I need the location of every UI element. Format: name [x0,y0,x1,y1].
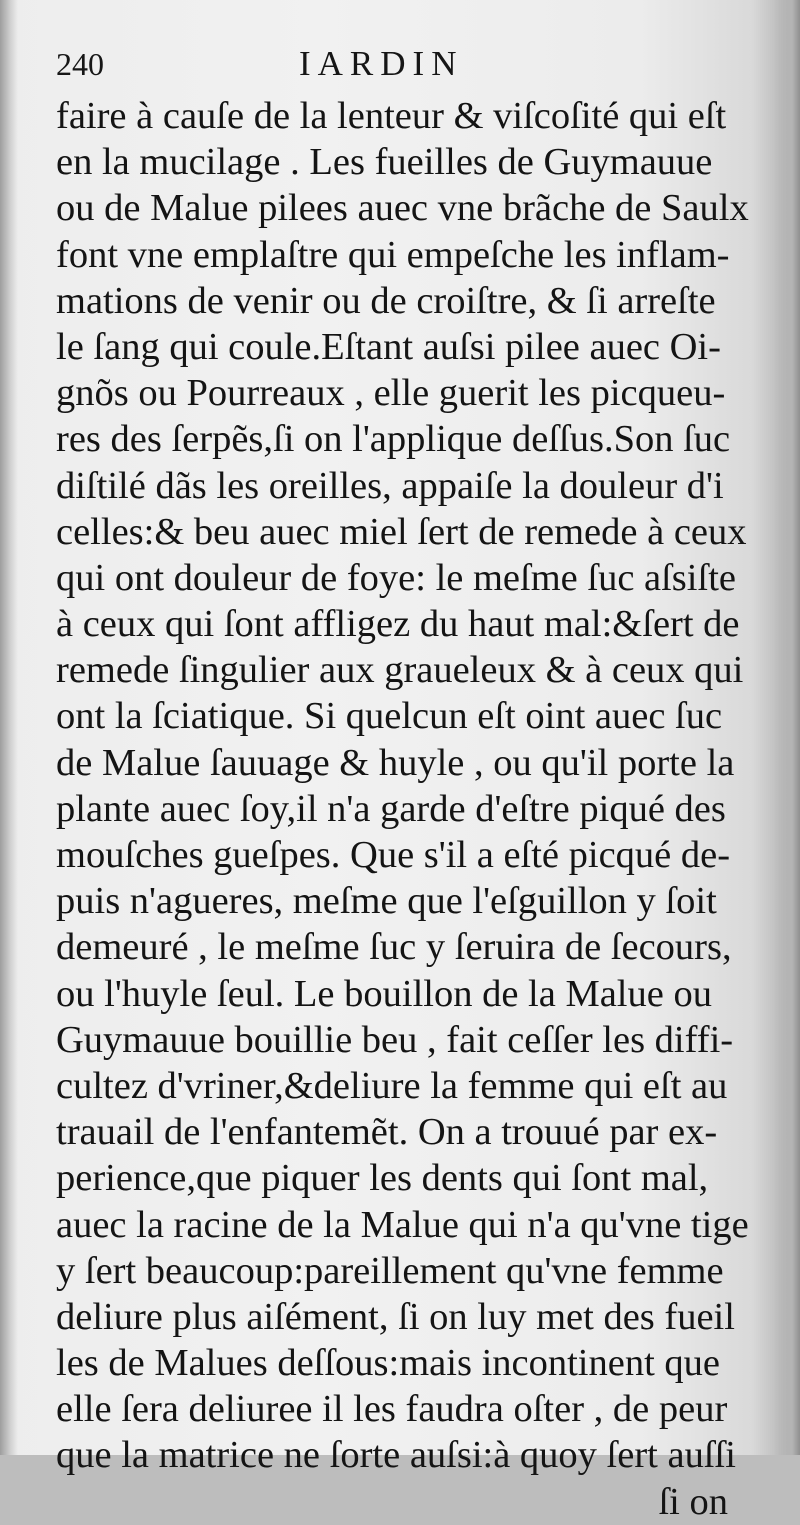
text-line: en la mucilage . Les fueilles de Guymauue [56,141,713,184]
text-line: y ſert beaucoup:pareillement qu'vne femme [56,1249,724,1292]
text-line: trauail de l'enfantemẽt. On a trouué par ex- [56,1111,718,1154]
text-line: remede ſingulier aux graueleux & à ceux qui [56,649,744,692]
text-line: ou l'huyle ſeul. Le bouillon de la Malue ou [56,972,712,1015]
text-line: de Malue ſauuage & huyle , ou qu'il porte la [56,741,735,784]
text-line: res des ſerpẽs,ſi on l'applique deſſus.Son ſuc [56,418,731,461]
body-text [56,93,768,1525]
text-line: ou de Malue pilees auec vne brãche de Saulx [56,187,749,230]
text-line: mouſches gueſpes. Que s'il a eſté picqué de- [56,834,731,876]
catchword-line: ſi on [658,1480,728,1523]
text-line: mations de venir ou de croiſtre, & ſi arreſte [56,279,716,322]
text-line: gnõs ou Pourreaux , elle guerit les picqueu- [56,372,726,415]
text-line: à ceux qui ſont affligez du haut mal:&ſert de [56,603,740,646]
page-header [56,44,756,84]
text-line: ont la ſciatique. Si quelcun eſt oint auec ſuc [56,695,723,738]
text-line: auec la racine de la Malue qui n'a qu'vne tige [56,1203,749,1246]
text-line: les de Malues deſſous:mais incontinent que [56,1342,720,1385]
text-line: font vne emplaſtre qui empeſche les inflam- [56,233,730,276]
text-line: cultez d'vriner,&deliure la femme qui eſt au [56,1064,728,1107]
text-line: faire à cauſe de la lenteur & viſcoſité qui eſt [56,95,727,137]
text-line: le ſang qui coule.Eſtant auſsi pilee auec Oi- [56,325,721,368]
page-number: 240 [56,46,104,82]
text-line: diſtilé dãs les oreilles, appaiſe la douleur d'i [56,464,724,507]
text-line: que la matrice ne ſorte auſsi:à quoy ſert auſſi [56,1434,736,1477]
page-edge-shadow [774,0,800,1455]
text-line: puis n'agueres, meſme que l'eſguillon y ſoit [56,880,717,923]
text-line: plante auec ſoy,il n'a garde d'eſtre piqué des [56,787,726,830]
text-line: perience,que piquer les dents qui ſont mal, [56,1157,709,1200]
text-line: demeuré , le meſme ſuc y ſeruira de ſecours, [56,926,732,969]
text-line: celles:& beu auec miel ſert de remede à ceux [56,510,747,553]
text-line: deliure plus aiſément, ſi on luy met des fueil [56,1295,735,1338]
running-head: IARDIN [299,44,464,83]
gutter-shadow [0,0,18,1455]
text-line: qui ont douleur de foye: le meſme ſuc aſsiſte [56,556,736,599]
text-line: Guymauue bouillie beu , fait ceſſer les diffi- [56,1018,734,1061]
text-line: elle ſera deliuree il les faudra oſter , de peur [56,1388,728,1431]
